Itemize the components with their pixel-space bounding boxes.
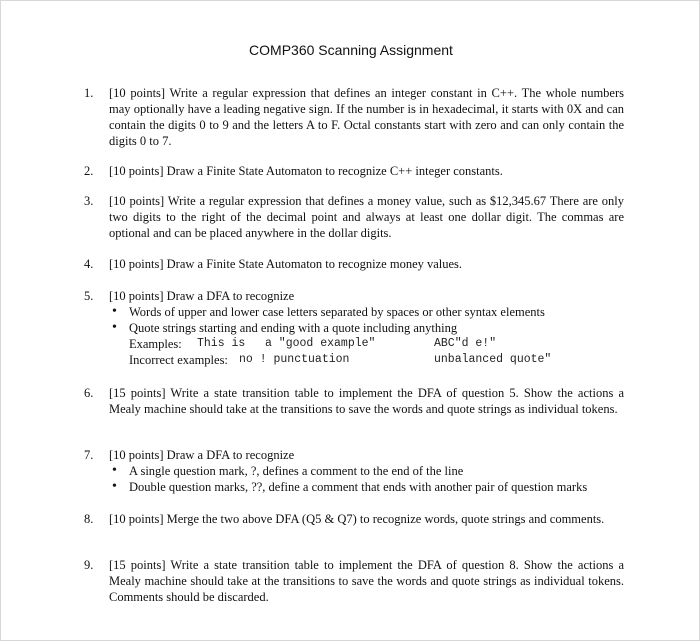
question-text: [10 points] Merge the two above DFA (Q5 & Q7) to recognize words, quote strings and comments. — [109, 512, 605, 526]
examples-row — [129, 336, 624, 352]
question-number: 8. — [84, 512, 94, 526]
example-code: a "good example" — [265, 337, 376, 350]
bullet-list — [109, 304, 624, 336]
question-7 — [84, 447, 624, 495]
question-number: 4. — [84, 257, 94, 271]
question-number: 3. — [84, 194, 94, 208]
page-title: COMP360 Scanning Assignment — [249, 42, 453, 58]
incorrect-code: unbalanced quote" — [434, 353, 552, 366]
question-number: 5. — [84, 289, 94, 303]
question-number: 7. — [84, 448, 94, 462]
question-9 — [84, 557, 624, 605]
question-text: [10 points] Write a regular expression that defines an integer constant in C++. The whole numbers may optionally have a leading negative sign. If the number is in hexadecimal, it starts with 0X and can contain the digits 0 to 9 and the letters A to F. Octal constants start with zero and can only contain the digits 0 to 7. — [109, 86, 624, 148]
question-number: 9. — [84, 558, 94, 572]
bullet-list — [109, 463, 624, 495]
bullet-item: • A single question mark, ?, defines a comment to the end of the line — [109, 463, 624, 479]
question-6 — [84, 385, 624, 417]
question-text: [15 points] Write a state transition table to implement the DFA of question 8. Show the actions a Mealy machine should take at the transitions to save the words and quote strings as individual tokens. Comments should be discarded. — [109, 558, 624, 604]
question-number: 6. — [84, 386, 94, 400]
bullet-item: • Quote strings starting and ending with a quote including anything — [109, 320, 624, 336]
question-text: [10 points] Write a regular expression that defines a money value, such as $12,345.67 There are only two digits to the right of the decimal point and always at least one dollar digit. The commas are optional and can be placed anywhere in the dollar digits. — [109, 194, 624, 240]
examples-label: Examples: — [129, 337, 182, 351]
question-text: [10 points] Draw a Finite State Automaton to recognize money values. — [109, 257, 463, 271]
question-3 — [84, 193, 624, 241]
incorrect-examples-row — [129, 352, 624, 368]
question-number: 2. — [84, 164, 94, 178]
bullet-item: • Double question marks, ??, define a comment that ends with another pair of question marks — [109, 479, 624, 495]
question-text: [15 points] Write a state transition table to implement the DFA of question 5. Show the actions a Mealy machine should take at the transitions to save the words and quote strings as individual tokens. — [109, 386, 624, 416]
incorrect-label: Incorrect examples: — [129, 353, 228, 367]
question-4 — [84, 256, 624, 272]
question-text: [10 points] Draw a DFA to recognize — [109, 289, 295, 303]
question-8 — [84, 511, 624, 527]
example-code: This is — [197, 337, 246, 350]
bullet-item: • Words of upper and lower case letters separated by spaces or other syntax elements — [109, 304, 624, 320]
question-5 — [84, 288, 624, 368]
incorrect-code: no ! punctuation — [239, 353, 350, 366]
question-1 — [84, 85, 624, 149]
question-text: [10 points] Draw a DFA to recognize — [109, 448, 295, 462]
question-number: 1. — [84, 86, 94, 100]
question-text: [10 points] Draw a Finite State Automaton to recognize C++ integer constants. — [109, 164, 503, 178]
question-2 — [84, 163, 624, 179]
example-code: ABC"d e!" — [434, 337, 497, 350]
